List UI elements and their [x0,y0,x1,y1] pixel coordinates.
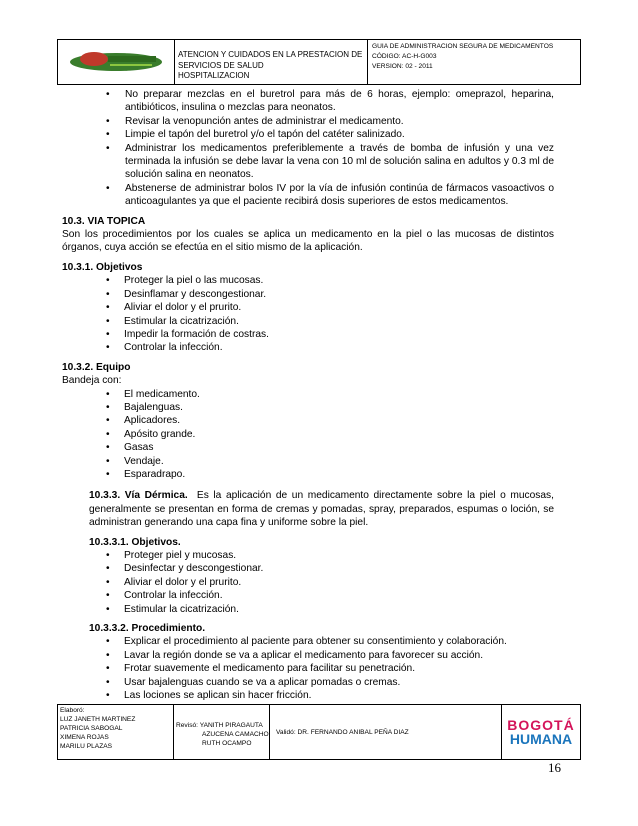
section-heading: 10.3. VIA TOPICA [62,215,146,227]
list-item: • Aliviar el dolor y el prurito. [62,301,554,314]
list-item: • Explicar el procedimiento al paciente para obtener su consentimiento y colaboración. [62,635,554,648]
document-footer [57,704,581,760]
list-item: • Aliviar el dolor y el prurito. [62,576,554,589]
list-item: • Controlar la infección. [62,341,554,354]
list-item: • Impedir la formación de costras. [62,328,554,341]
section-paragraph: Bandeja con: [62,375,122,387]
list-item: • Frotar suavemente el medicamento para facilitar su penetración. [62,662,554,675]
section-heading: 10.3.2. Equipo [62,361,131,373]
list-item: • Las lociones se aplican sin hacer fricción. [62,689,554,702]
list-item: • Esparadrapo. [62,468,554,481]
list-item: • Lavar la región donde se va a aplicar el medicamento para favorecer su acción. [62,649,554,662]
elaborated-by: Elaboró: LUZ JANETH MARTINEZ PATRICIA SABOGAL XIMENA ROJAS MARILU PLAZAS [58,705,174,759]
section-heading: 10.3.3. Vía Dérmica. [89,490,188,502]
section-heading: 10.3.3.1. Objetivos. [89,536,181,548]
list-item: • Administrar los medicamentos preferiblemente a través de bomba de infusión y una vez terminada la infusión se debe lavar la vena con 10 ml de solución salina en adultos y 0.3 ml de solución salina en neonatos. [62,142,554,182]
validated-by: Validó: DR. FERNANDO ANIBAL PEÑA DIAZ [270,705,502,759]
hospital-logo [58,40,175,84]
document-code: CÓDIGO: AC-H-G003 [372,53,437,60]
page-number: 16 [548,760,561,775]
document-header [57,39,581,85]
section-paragraph: Son los procedimientos por los cuales se aplica un medicamento en la piel o las mucosas de distintos órganos, cuya acción se efectúa en el sitio mismo de la aplicación. [62,229,554,254]
header-title: ATENCION Y CUIDADOS EN LA PRESTACION DE SERVICIOS DE SALUD HOSPITALIZACION [175,40,368,84]
list-item: • Desinfectar y descongestionar. [62,562,554,575]
list-item: • Estimular la cicatrización. [62,603,554,616]
list-item: • No preparar mezclas en el buretrol para más de 6 horas, ejemplo: omeprazol, heparina, antibióticos, insulina o mezclas para neonatos. [62,88,554,115]
list-item: • Gasas [62,441,554,454]
list-item: • Controlar la infección. [62,589,554,602]
list-item: • Abstenerse de administrar bolos IV por la vía de infusión continúa de fármacos vasoactivos o anticoagulantes ya que el paciente recibirá dosis superiores de estos medicamentos. [62,182,554,209]
list-item: • Aplicadores. [62,414,554,427]
guide-name: GUIA DE ADMINISTRACION SEGURA DE MEDICAMENTOS [372,43,554,50]
document-body [62,88,554,702]
list-item: • El medicamento. [62,388,554,401]
list-item: • Usar bajalenguas cuando se va a aplicar pomadas o cremas. [62,676,554,689]
list-item: • Limpie el tapón del buretrol y/o el tapón del catéter salinizado. [62,128,554,141]
section-heading: 10.3.1. Objetivos [62,261,143,273]
list-item: • Desinflamar y descongestionar. [62,288,554,301]
list-item: • Vendaje. [62,455,554,468]
section-heading: 10.3.3.2. Procedimiento. [89,623,206,635]
list-item: • Proteger piel y mucosas. [62,549,554,562]
list-item: • Proteger la piel o las mucosas. [62,274,554,287]
reviewed-by: Revisó: YANITH PIRAGAUTA AZUCENA CAMACHO RUTH OCAMPO [174,705,270,759]
header-meta [368,40,580,84]
list-item: • Revisar la venopunción antes de administrar el medicamento. [62,115,554,128]
list-item: • Apósito grande. [62,428,554,441]
list-item: • Bajalenguas. [62,401,554,414]
document-version: VERSION: 02 - 2011 [372,63,433,70]
section-paragraph: 10.3.3. Vía Dérmica. Es la aplicación de un medicamento directamente sobre la piel o mucosas, generalmente se presentan en forma de cremas y pomadas, spray, preparados, espumas o loción, se administran generando una capa fina y uniforme sobre la piel. [89,490,554,529]
list-item: • Estimular la cicatrización. [62,315,554,328]
bogota-humana-logo: BOGOTÁ HUMANA [507,717,575,747]
